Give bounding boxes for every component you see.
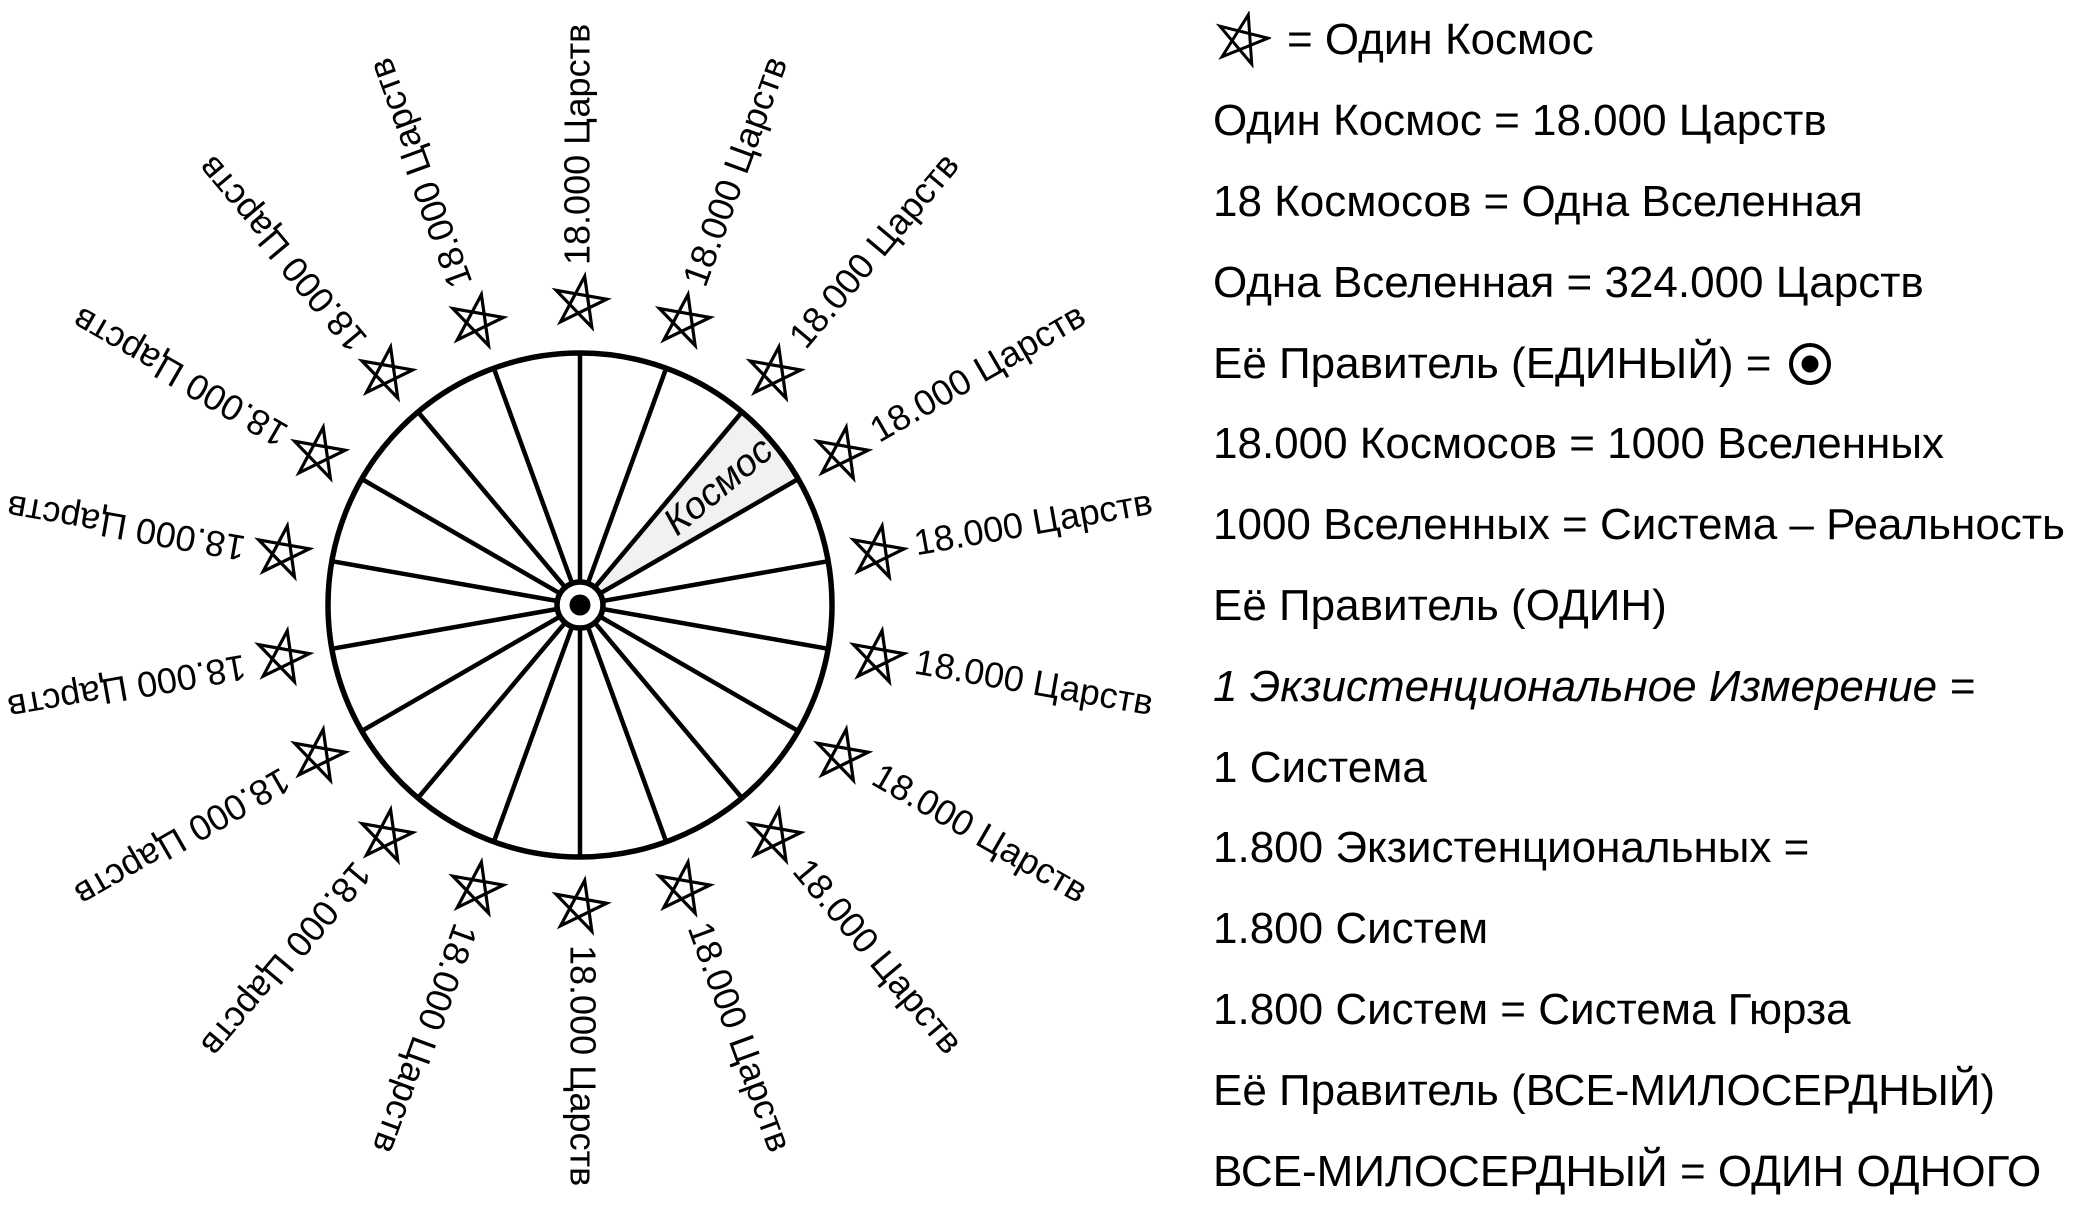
legend-line bbox=[1213, 485, 2098, 566]
pentagram-star-icon bbox=[854, 631, 905, 682]
legend-text: 1.800 Систем bbox=[1213, 904, 1489, 954]
legend-text: Её Правитель (ЕДИНЫЙ) = bbox=[1213, 338, 1772, 388]
legend-line bbox=[1213, 1050, 2098, 1131]
legend-line bbox=[1213, 727, 2098, 808]
legend-text: Один Космос = 18.000 Царств bbox=[1213, 96, 1827, 146]
spoke-label: 18.000 Царств bbox=[862, 294, 1093, 451]
legend-text: Её Правитель (ВСЕ-МИЛОСЕРДНЫЙ) bbox=[1213, 1065, 1996, 1115]
legend-line bbox=[1213, 970, 2098, 1051]
legend-line bbox=[1213, 81, 2098, 162]
pentagram-star-icon bbox=[659, 862, 710, 913]
circled-dot-icon bbox=[1787, 341, 1833, 387]
spoke-label: 18.000 Царств bbox=[359, 52, 481, 294]
pentagram-star-icon bbox=[259, 631, 310, 682]
wheel-spoke bbox=[580, 605, 666, 842]
pentagram-star-icon bbox=[295, 729, 346, 780]
legend-text: 1.800 Систем = Система Гюрза bbox=[1213, 984, 1851, 1034]
spoke-label: 18.000 Царств bbox=[865, 754, 1096, 911]
legend-line bbox=[1213, 889, 2098, 970]
legend-line bbox=[1213, 242, 2098, 323]
spoke-label: 18.000 Царств bbox=[364, 918, 486, 1160]
legend-text: = Один Космос bbox=[1287, 15, 1594, 65]
pentagram-star-icon bbox=[659, 295, 710, 346]
pentagram-star-icon bbox=[750, 810, 801, 861]
spoke-label: 18.000 Царств bbox=[188, 148, 375, 360]
pentagram-star-icon bbox=[453, 862, 504, 913]
legend-text: 18 Космосов = Одна Вселенная bbox=[1213, 176, 1863, 226]
legend-text: 1.800 Экзистенциональных = bbox=[1213, 823, 1810, 873]
legend-text: 1 Система bbox=[1213, 742, 1427, 792]
spoke-label: 18.000 Царств bbox=[679, 916, 801, 1158]
legend-line bbox=[1213, 646, 2098, 727]
pentagram-star-icon bbox=[1213, 11, 1271, 69]
spoke-label: 18.000 Царств bbox=[193, 854, 380, 1066]
legend-line bbox=[1213, 808, 2098, 889]
wheel-spoke bbox=[494, 368, 580, 605]
hub-dot bbox=[570, 595, 591, 616]
legend-line bbox=[1213, 323, 2098, 404]
wheel-spoke bbox=[418, 605, 580, 798]
pentagram-star-icon bbox=[750, 347, 801, 398]
spoke-label: 18.000 Царств bbox=[67, 759, 298, 916]
spoke-label: 18.000 Царств bbox=[4, 646, 250, 730]
legend-line bbox=[1213, 566, 2098, 647]
spoke-label: 18.000 Царств bbox=[910, 480, 1156, 564]
pentagram-star-icon bbox=[295, 427, 346, 478]
legend-text: ВСЕ-МИЛОСЕРДНЫЙ = ОДИН ОДНОГО bbox=[1213, 1146, 2042, 1196]
circled-dot-icon bbox=[1787, 341, 1833, 387]
legend-text: Её Правитель (ОДИН) bbox=[1213, 580, 1667, 630]
pentagram-star-icon bbox=[556, 880, 607, 931]
legend-text: 1000 Вселенных = Система – Реальность bbox=[1213, 500, 2065, 550]
legend-line bbox=[1213, 404, 2098, 485]
spoke-label: 18.000 Царств bbox=[3, 486, 249, 570]
legend bbox=[1213, 0, 2098, 1212]
legend-text: 18.000 Космосов = 1000 Вселенных bbox=[1213, 419, 1944, 469]
legend-line bbox=[1213, 1131, 2098, 1212]
pentagram-star-icon bbox=[818, 729, 869, 780]
pentagram-star-icon bbox=[362, 810, 413, 861]
legend-text: 1 Экзистенциональное Измерение = bbox=[1213, 661, 1975, 711]
pentagram-star-icon bbox=[453, 295, 504, 346]
wheel-spoke bbox=[418, 412, 580, 605]
wheel-spoke bbox=[580, 605, 742, 798]
pentagram-star-icon bbox=[362, 347, 413, 398]
spoke-label: 18.000 Царств bbox=[911, 640, 1157, 724]
spoke-label: 18.000 Царств bbox=[562, 945, 604, 1187]
legend-line bbox=[1213, 0, 2098, 81]
pentagram-star-icon bbox=[556, 276, 607, 327]
spoke-label: 18.000 Царств bbox=[674, 50, 796, 292]
spoke-label: 18.000 Царств bbox=[64, 299, 295, 456]
spoke-label: 18.000 Царств bbox=[780, 144, 967, 356]
pentagram-star-icon bbox=[259, 526, 310, 577]
legend-line bbox=[1213, 162, 2098, 243]
kosmos-sector-label: Космос bbox=[655, 428, 782, 544]
pentagram-star-icon bbox=[854, 526, 905, 577]
wheel-spoke bbox=[494, 605, 580, 842]
legend-text: Одна Вселенная = 324.000 Царств bbox=[1213, 257, 1924, 307]
pentagram-star-icon bbox=[818, 427, 869, 478]
spoke-label: 18.000 Царств bbox=[785, 850, 972, 1062]
legend-pentagram-star-icon bbox=[1213, 11, 1271, 69]
spoke-label: 18.000 Царств bbox=[556, 23, 598, 265]
